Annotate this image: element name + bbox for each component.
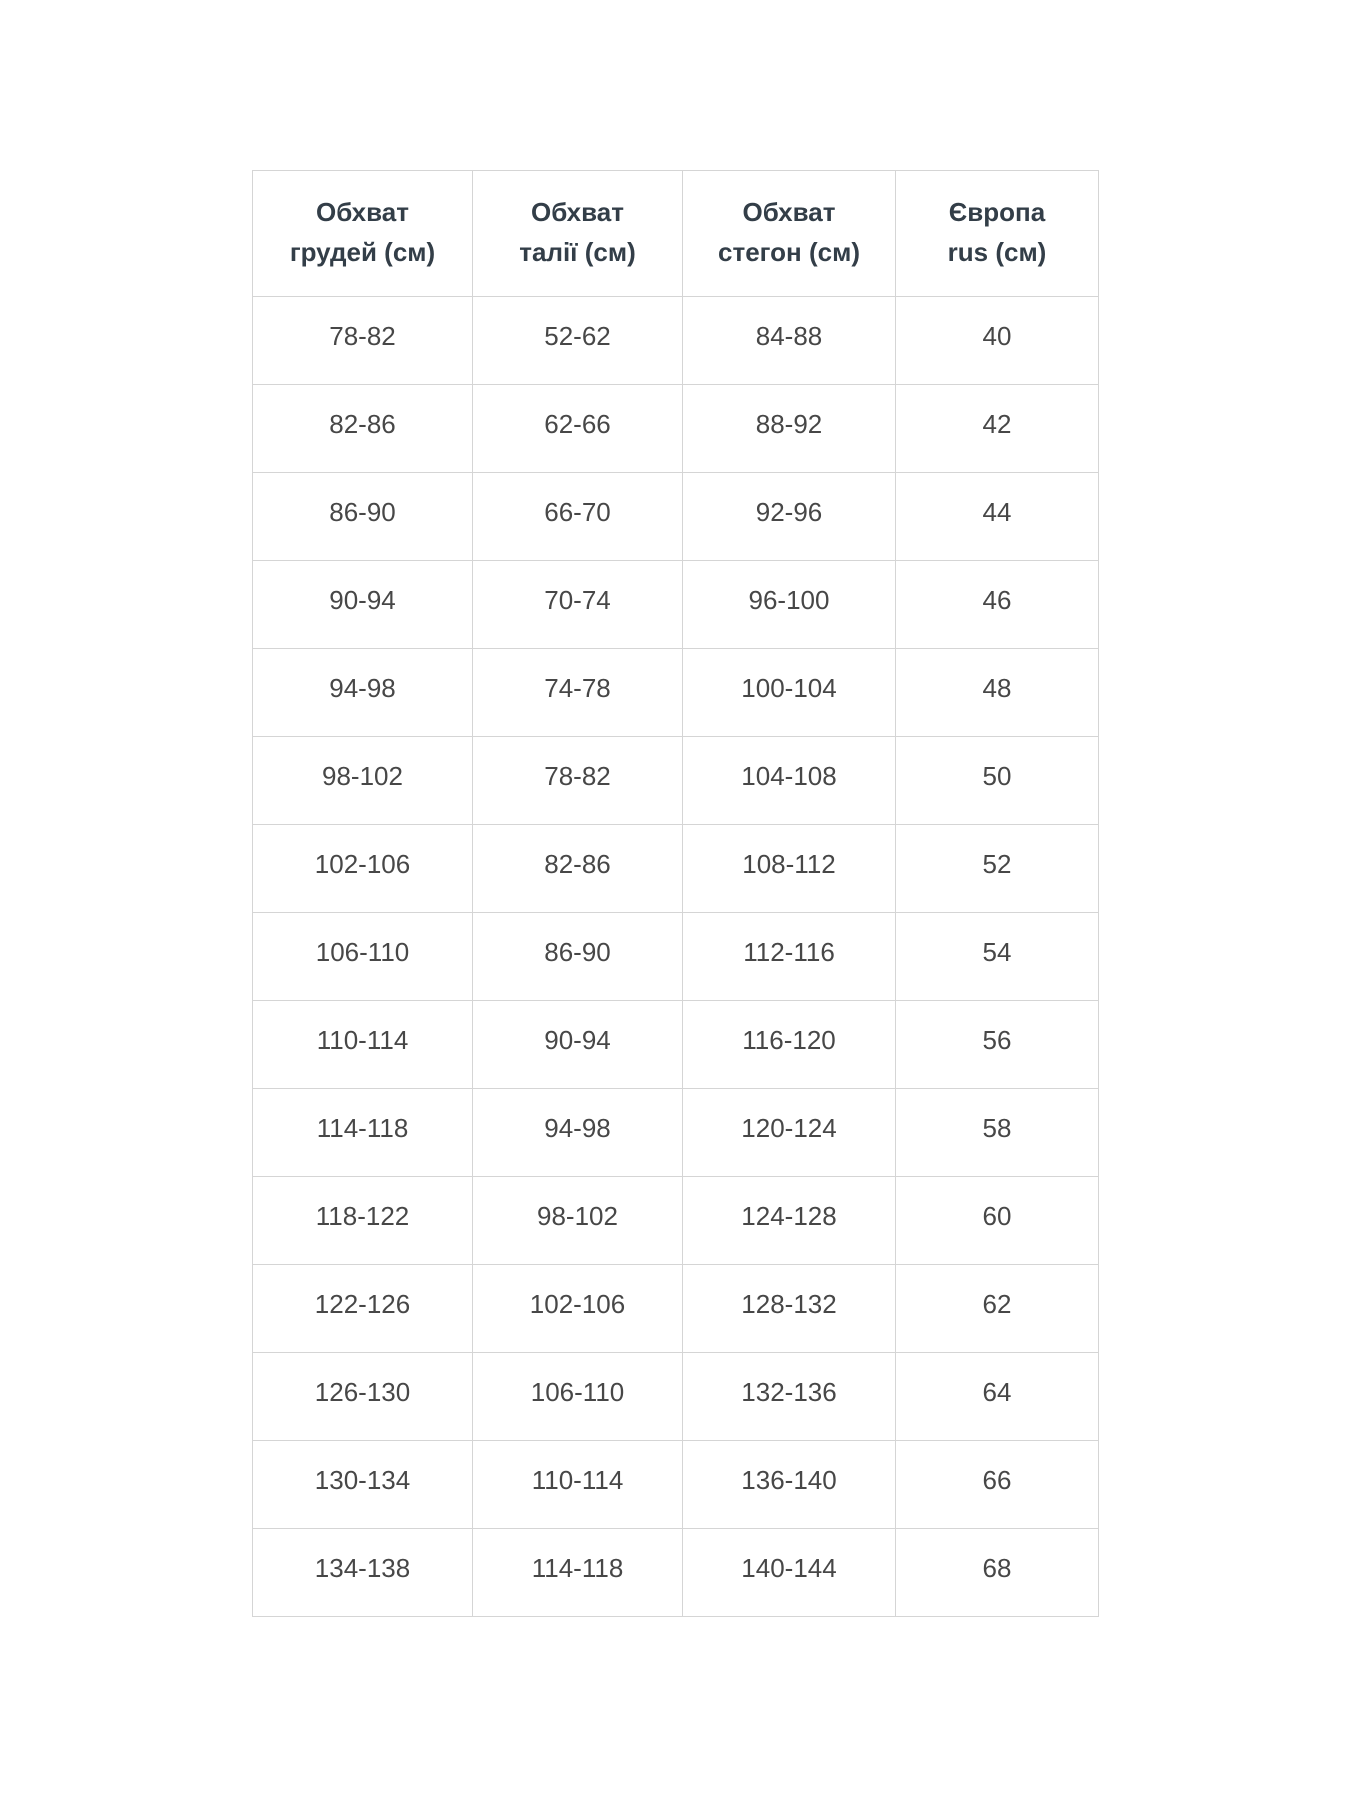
table-cell: 114-118 — [253, 1089, 473, 1177]
table-cell: 108-112 — [683, 825, 896, 913]
table-cell: 78-82 — [253, 297, 473, 385]
table-cell: 56 — [896, 1001, 1099, 1089]
table-cell: 100-104 — [683, 649, 896, 737]
table-cell: 98-102 — [473, 1177, 683, 1265]
header-row — [253, 171, 1099, 297]
table-cell: 84-88 — [683, 297, 896, 385]
table-cell: 46 — [896, 561, 1099, 649]
table-row — [253, 1001, 1099, 1089]
table-row — [253, 737, 1099, 825]
table-cell: 140-144 — [683, 1529, 896, 1617]
table-cell: 62 — [896, 1265, 1099, 1353]
table-cell: 102-106 — [253, 825, 473, 913]
table-cell: 122-126 — [253, 1265, 473, 1353]
table-row — [253, 913, 1099, 1001]
table-cell: 110-114 — [253, 1001, 473, 1089]
table-row — [253, 297, 1099, 385]
table-cell: 66-70 — [473, 473, 683, 561]
table-cell: 50 — [896, 737, 1099, 825]
table-cell: 70-74 — [473, 561, 683, 649]
table-row — [253, 561, 1099, 649]
table-cell: 120-124 — [683, 1089, 896, 1177]
table-cell: 132-136 — [683, 1353, 896, 1441]
table-cell: 106-110 — [253, 913, 473, 1001]
table-cell: 68 — [896, 1529, 1099, 1617]
header-europe-size-line1: Європа — [948, 196, 1046, 227]
table-cell: 102-106 — [473, 1265, 683, 1353]
size-chart-table — [252, 170, 1099, 1617]
table-row — [253, 825, 1099, 913]
table-cell: 74-78 — [473, 649, 683, 737]
table-cell: 52-62 — [473, 297, 683, 385]
table-cell: 86-90 — [473, 913, 683, 1001]
table-row — [253, 1089, 1099, 1177]
table-row — [253, 1441, 1099, 1529]
table-cell: 124-128 — [683, 1177, 896, 1265]
header-chest-line2: грудей (см) — [289, 236, 436, 267]
table-cell: 130-134 — [253, 1441, 473, 1529]
table-cell: 104-108 — [683, 737, 896, 825]
header-waist — [473, 171, 683, 297]
table-cell: 98-102 — [253, 737, 473, 825]
table-cell: 88-92 — [683, 385, 896, 473]
header-chest-line1: Обхват — [316, 196, 409, 227]
table-cell: 64 — [896, 1353, 1099, 1441]
header-hips-line1: Обхват — [742, 196, 836, 227]
table-row — [253, 649, 1099, 737]
table-cell: 66 — [896, 1441, 1099, 1529]
table-cell: 62-66 — [473, 385, 683, 473]
table-cell: 110-114 — [473, 1441, 683, 1529]
table-cell: 54 — [896, 913, 1099, 1001]
table-cell: 82-86 — [473, 825, 683, 913]
header-europe-size — [896, 171, 1099, 297]
table-cell: 112-116 — [683, 913, 896, 1001]
table-cell: 134-138 — [253, 1529, 473, 1617]
header-hips — [683, 171, 896, 297]
table-cell: 58 — [896, 1089, 1099, 1177]
table-row — [253, 1529, 1099, 1617]
table-cell: 126-130 — [253, 1353, 473, 1441]
table-cell: 94-98 — [473, 1089, 683, 1177]
size-chart-body — [253, 297, 1099, 1617]
table-cell: 114-118 — [473, 1529, 683, 1617]
table-cell: 52 — [896, 825, 1099, 913]
table-row — [253, 473, 1099, 561]
table-cell: 128-132 — [683, 1265, 896, 1353]
table-cell: 40 — [896, 297, 1099, 385]
table-row — [253, 1353, 1099, 1441]
table-cell: 136-140 — [683, 1441, 896, 1529]
table-row — [253, 1265, 1099, 1353]
table-cell: 82-86 — [253, 385, 473, 473]
table-cell: 116-120 — [683, 1001, 896, 1089]
table-cell: 96-100 — [683, 561, 896, 649]
header-chest — [253, 171, 473, 297]
header-waist-line2: талії (см) — [519, 236, 636, 267]
table-cell: 106-110 — [473, 1353, 683, 1441]
table-cell: 42 — [896, 385, 1099, 473]
table-cell: 86-90 — [253, 473, 473, 561]
table-cell: 48 — [896, 649, 1099, 737]
table-row — [253, 385, 1099, 473]
table-cell: 92-96 — [683, 473, 896, 561]
table-cell: 90-94 — [473, 1001, 683, 1089]
header-waist-line1: Обхват — [531, 196, 624, 227]
header-hips-line2: стегон (см) — [718, 236, 860, 267]
table-cell: 94-98 — [253, 649, 473, 737]
table-cell: 60 — [896, 1177, 1099, 1265]
table-cell: 78-82 — [473, 737, 683, 825]
header-europe-size-line2: rus (см) — [947, 236, 1047, 267]
table-cell: 44 — [896, 473, 1099, 561]
size-chart-header — [253, 171, 1099, 297]
table-row — [253, 1177, 1099, 1265]
table-cell: 118-122 — [253, 1177, 473, 1265]
table-cell: 90-94 — [253, 561, 473, 649]
